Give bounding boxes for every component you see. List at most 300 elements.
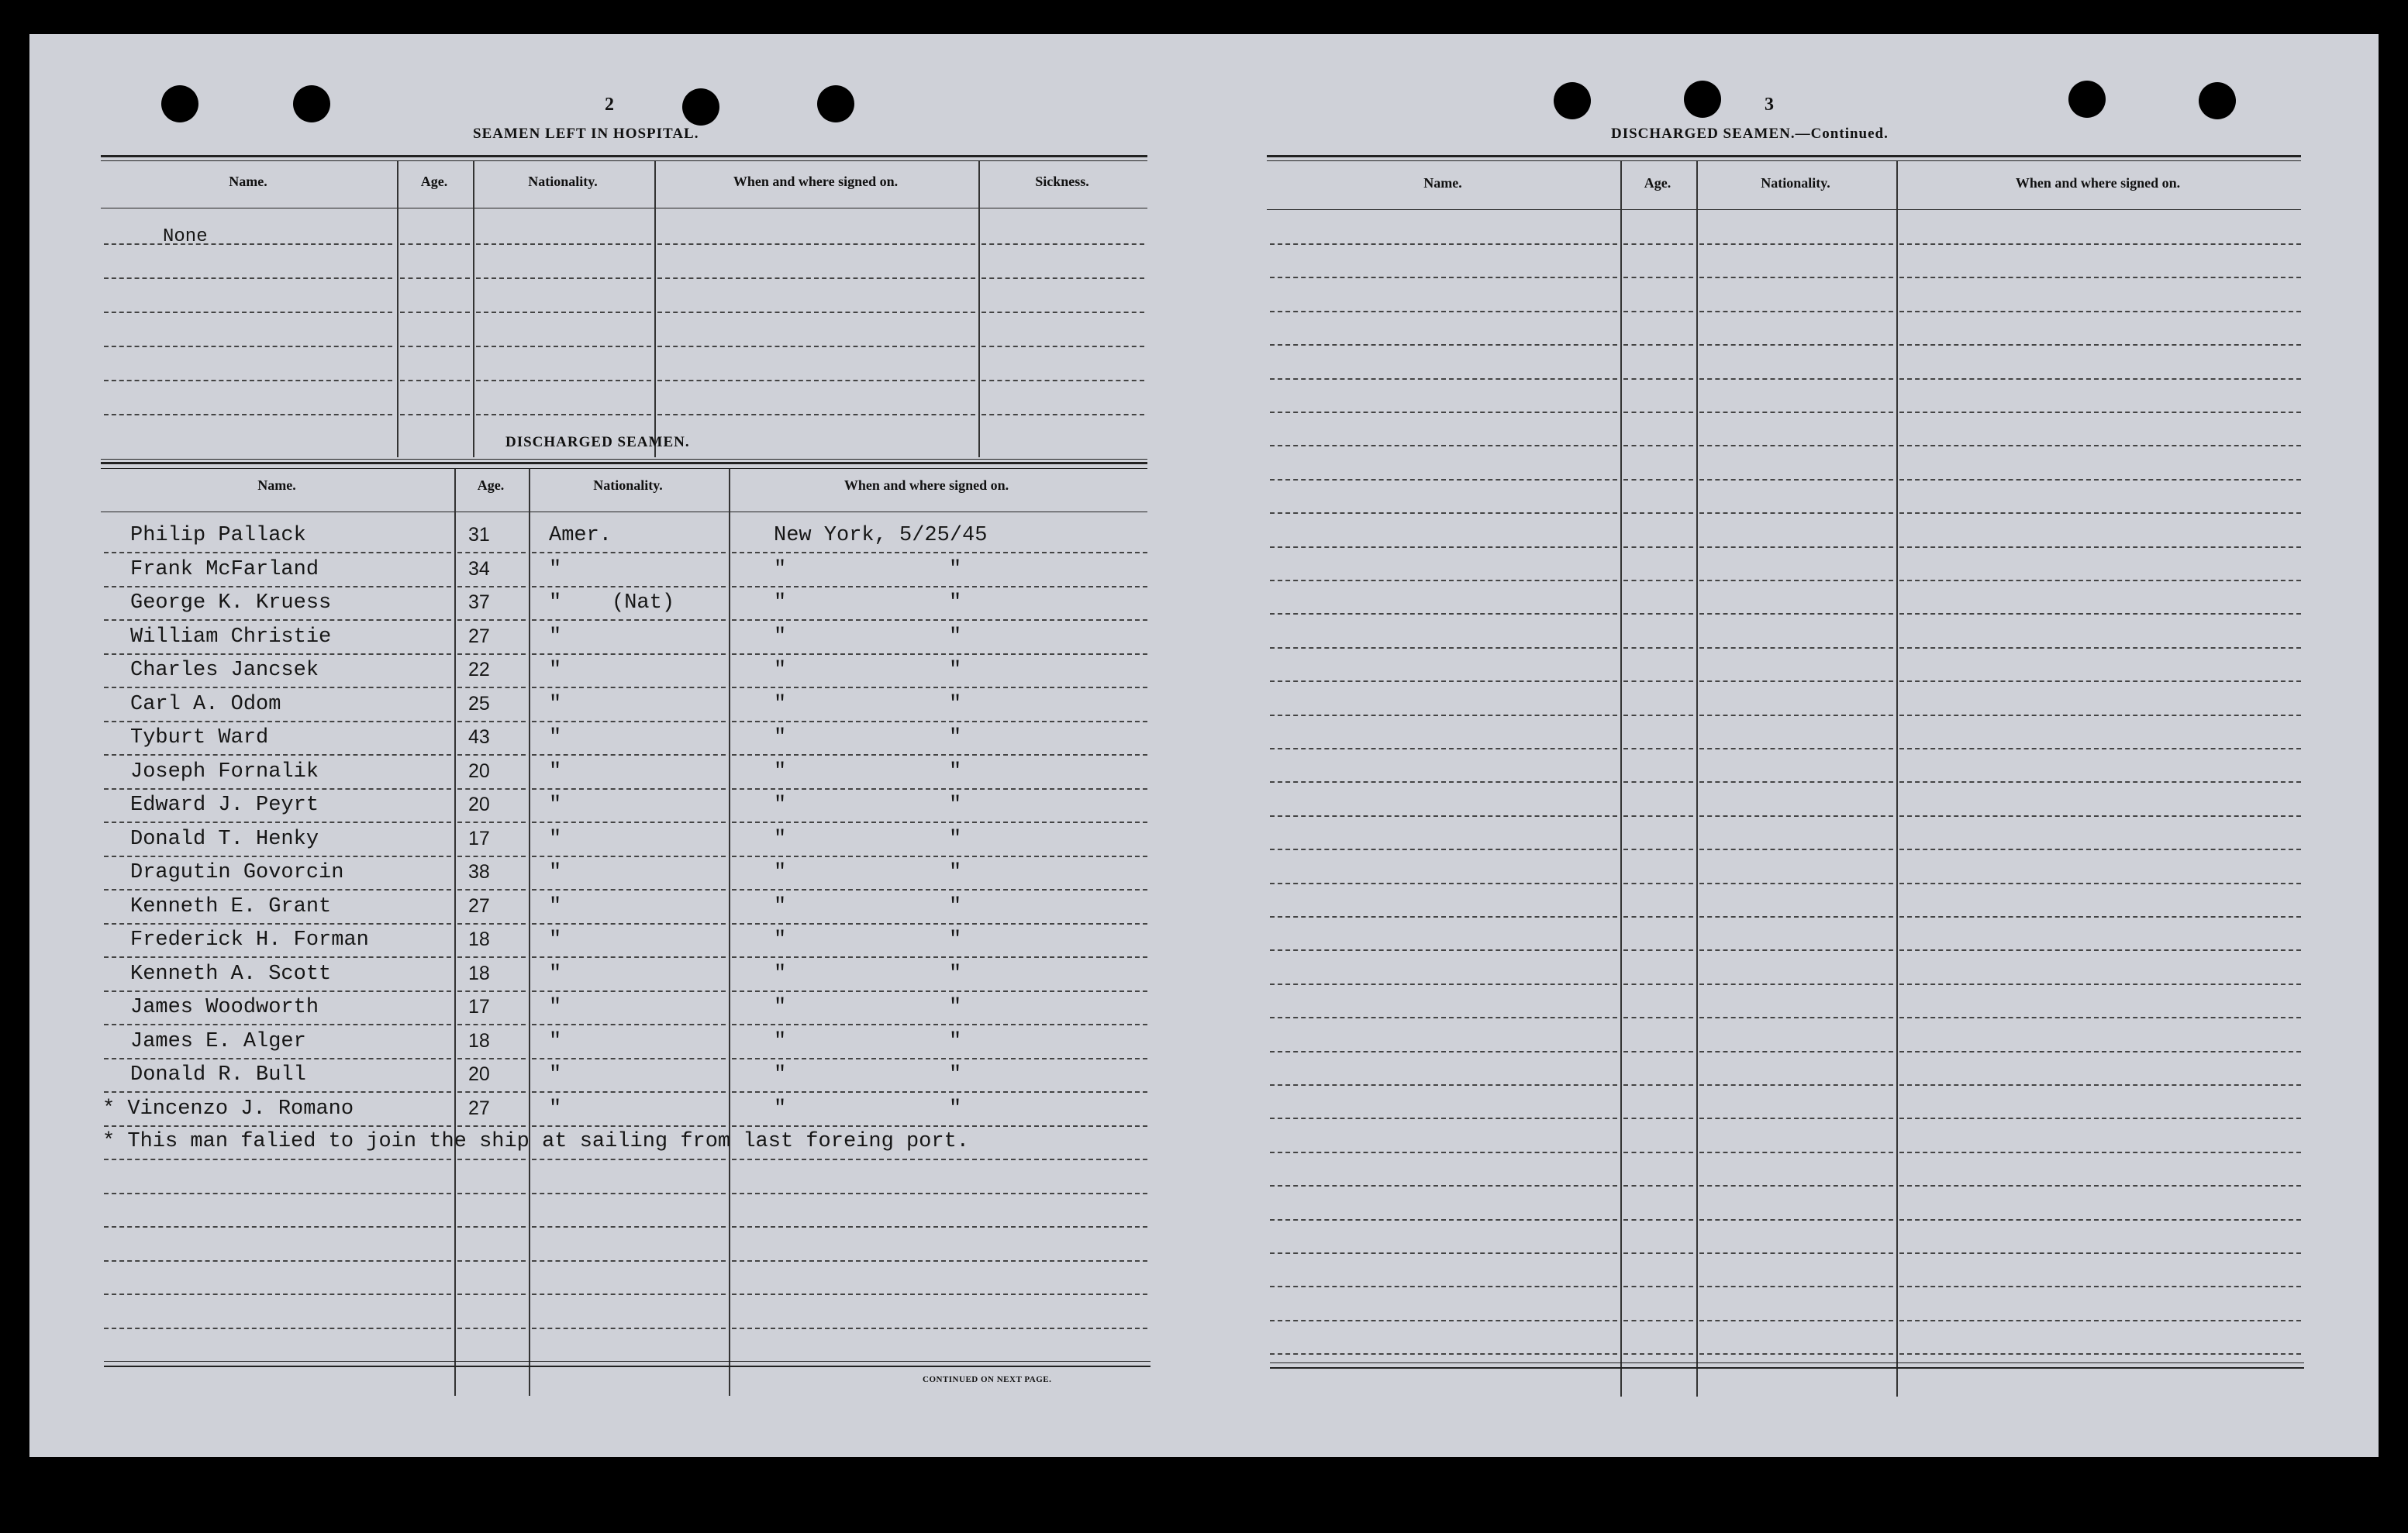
ruled-line <box>657 277 975 279</box>
ruled-line <box>1270 1084 1617 1086</box>
ruled-line <box>1623 949 1693 951</box>
ruled-line <box>104 1294 451 1295</box>
ruled-line <box>732 721 1147 722</box>
ruled-line <box>1623 580 1693 581</box>
ruled-line <box>457 1260 526 1262</box>
crew-nationality: " <box>549 1029 562 1053</box>
ruled-line <box>1899 243 2301 245</box>
ruled-line <box>1270 1017 1617 1018</box>
crew-signed-on-ditto: " <box>949 928 962 952</box>
ruled-line <box>1899 1185 2301 1187</box>
punch-hole <box>293 85 330 122</box>
ruled-line <box>1270 1118 1617 1119</box>
ruled-line <box>104 956 451 958</box>
ruled-line <box>1270 883 1617 884</box>
ruled-line <box>1270 781 1617 783</box>
ruled-line <box>1699 277 1893 278</box>
ruled-line <box>104 1328 451 1329</box>
crew-name: Philip Pallack <box>130 524 306 547</box>
ruled-line <box>532 889 726 891</box>
ruled-line <box>1623 243 1693 245</box>
crew-name: Joseph Fornalik <box>130 760 319 784</box>
crew-signed-on: " <box>774 794 787 817</box>
ruled-line <box>1623 378 1693 380</box>
ruled-line <box>104 1159 451 1160</box>
ruled-line <box>732 687 1147 688</box>
ruled-line <box>1899 748 2301 749</box>
ruled-line <box>457 788 526 790</box>
ruled-line <box>1899 479 2301 481</box>
crew-nationality: " <box>549 861 562 884</box>
crew-nationality: " <box>549 625 562 649</box>
ruled-line <box>1623 1118 1693 1119</box>
ruled-line <box>1899 1152 2301 1153</box>
ruled-line <box>657 380 975 381</box>
ruled-line <box>1899 883 2301 884</box>
ruled-line <box>1623 1185 1693 1187</box>
ledger-sheet <box>29 34 2379 1457</box>
ruled-line <box>104 990 451 992</box>
crew-name: Carl A. Odom <box>130 692 281 716</box>
ruled-line <box>532 1058 726 1059</box>
footnote: * This man falied to join the ship at sailing from last foreing port. <box>102 1130 969 1153</box>
ruled-line <box>1699 1219 1893 1221</box>
crew-age: 17 <box>468 827 490 849</box>
ruled-line <box>732 754 1147 756</box>
ruled-line <box>732 1159 1147 1160</box>
crew-signed-on-ditto: " <box>949 827 962 851</box>
crew-signed-on: " <box>774 1097 787 1121</box>
ruled-line <box>1270 277 1617 278</box>
ruled-line <box>732 956 1147 958</box>
rule <box>101 468 1147 469</box>
ruled-line <box>457 1328 526 1329</box>
ruled-line <box>1270 311 1617 312</box>
ruled-line <box>1899 984 2301 985</box>
ruled-line <box>1699 445 1893 446</box>
ruled-line <box>1699 412 1893 413</box>
ruled-line <box>657 243 975 245</box>
ruled-line <box>457 754 526 756</box>
header-age: Age. <box>477 477 505 493</box>
ruled-line <box>732 1260 1147 1262</box>
ruled-line <box>1699 815 1893 817</box>
crew-signed-on-ditto: " <box>949 760 962 784</box>
ruled-line <box>1899 1286 2301 1287</box>
ruled-line <box>104 754 451 756</box>
ruled-line <box>1623 647 1693 649</box>
ruled-line <box>1899 781 2301 783</box>
crew-name: Charles Jancsek <box>130 659 319 682</box>
ruled-line <box>457 586 526 587</box>
ruled-line <box>104 1193 451 1194</box>
ruled-line <box>1623 613 1693 615</box>
crew-nationality: " <box>549 894 562 918</box>
crew-age: 17 <box>468 996 490 1018</box>
ruled-line <box>104 552 451 553</box>
crew-age: 20 <box>468 1063 490 1085</box>
ruled-line <box>1899 1353 2301 1355</box>
ruled-line <box>532 1193 726 1194</box>
ruled-line <box>1623 849 1693 850</box>
crew-age: 37 <box>468 591 490 613</box>
ruled-line <box>1699 748 1893 749</box>
ruled-line <box>1270 479 1617 481</box>
crew-signed-on: " <box>774 894 787 918</box>
ruled-line <box>532 822 726 823</box>
ruled-line <box>1270 984 1617 985</box>
crew-signed-on: " <box>774 625 787 649</box>
header-nationality: Nationality. <box>1761 175 1830 191</box>
crew-nationality: " <box>549 827 562 851</box>
ruled-line <box>732 1328 1147 1329</box>
ruled-line <box>1899 546 2301 548</box>
ruled-line <box>657 414 975 415</box>
ruled-line <box>104 346 392 347</box>
rule <box>104 1361 1151 1362</box>
crew-signed-on-ditto: " <box>949 894 962 918</box>
ruled-line <box>457 1125 526 1127</box>
ruled-line <box>981 312 1144 313</box>
ruled-line <box>400 346 470 347</box>
crew-signed-on: " <box>774 557 787 581</box>
ruled-line <box>1899 849 2301 850</box>
crew-name: William Christie <box>130 625 332 649</box>
ruled-line <box>104 1024 451 1025</box>
crew-signed-on-ditto: " <box>949 557 962 581</box>
ruled-line <box>532 923 726 925</box>
ruled-line <box>1899 1051 2301 1052</box>
ruled-line <box>981 380 1144 381</box>
ruled-line <box>1270 647 1617 649</box>
ruled-line <box>104 243 392 245</box>
ruled-line <box>981 243 1144 245</box>
ruled-line <box>1270 1185 1617 1187</box>
crew-age: 27 <box>468 1097 490 1119</box>
crew-signed-on: " <box>774 996 787 1019</box>
ruled-line <box>1899 1320 2301 1321</box>
ruled-line <box>1699 344 1893 346</box>
punch-hole <box>682 88 719 126</box>
ruled-line <box>1899 815 2301 817</box>
crew-name: George K. Kruess <box>130 591 332 615</box>
ruled-line <box>532 721 726 722</box>
crew-nationality: " <box>549 659 562 682</box>
column-line <box>729 469 730 1396</box>
ruled-line <box>104 1125 451 1127</box>
ruled-line <box>1623 1320 1693 1321</box>
ruled-line <box>1623 512 1693 514</box>
crew-signed-on: New York, 5/25/45 <box>774 524 988 547</box>
crew-age: 25 <box>468 692 490 715</box>
ruled-line <box>104 1058 451 1059</box>
ruled-line <box>1270 1051 1617 1052</box>
ruled-line <box>457 552 526 553</box>
ruled-line <box>1623 815 1693 817</box>
crew-signed-on: " <box>774 827 787 851</box>
crew-signed-on-ditto: " <box>949 962 962 986</box>
ruled-line <box>1699 378 1893 380</box>
ruled-line <box>1270 613 1617 615</box>
ruled-line <box>1270 580 1617 581</box>
crew-nationality: " <box>549 928 562 952</box>
ruled-line <box>1899 1084 2301 1086</box>
ruled-line <box>532 552 726 553</box>
ruled-line <box>1899 1017 2301 1018</box>
ruled-line <box>732 788 1147 790</box>
ruled-line <box>1270 1152 1617 1153</box>
crew-age: 31 <box>468 524 490 546</box>
crew-age: 27 <box>468 625 490 647</box>
crew-nationality: " <box>549 1097 562 1121</box>
ruled-line <box>1623 781 1693 783</box>
ruled-line <box>1699 1353 1893 1355</box>
ruled-line <box>1899 715 2301 716</box>
ruled-line <box>732 653 1147 655</box>
ruled-line <box>1270 243 1617 245</box>
ruled-line <box>400 380 470 381</box>
column-line <box>397 161 398 457</box>
ruled-line <box>1270 715 1617 716</box>
ruled-line <box>476 346 651 347</box>
ruled-line <box>457 956 526 958</box>
ruled-line <box>1899 512 2301 514</box>
ruled-line <box>532 1294 726 1295</box>
ruled-line <box>1623 412 1693 413</box>
ruled-line <box>732 889 1147 891</box>
ruled-line <box>1623 715 1693 716</box>
ruled-line <box>1699 1286 1893 1287</box>
ruled-line <box>457 653 526 655</box>
crew-nationality: " <box>549 1063 562 1087</box>
ruled-line <box>104 312 392 313</box>
ruled-line <box>1899 1219 2301 1221</box>
ruled-line <box>104 788 451 790</box>
ruled-line <box>657 312 975 313</box>
ruled-line <box>476 380 651 381</box>
ruled-line <box>732 990 1147 992</box>
ruled-line <box>457 990 526 992</box>
column-line <box>529 469 530 1396</box>
ruled-line <box>104 856 451 857</box>
ruled-line <box>1623 1017 1693 1018</box>
header-nationality: Nationality. <box>528 174 598 189</box>
hospital-title: SEAMEN LEFT IN HOSPITAL. <box>473 126 699 142</box>
ruled-line <box>732 1294 1147 1295</box>
ruled-line <box>1623 479 1693 481</box>
ruled-line <box>1623 680 1693 682</box>
ruled-line <box>1699 849 1893 850</box>
ruled-line <box>1270 916 1617 918</box>
ruled-line <box>457 856 526 857</box>
ruled-line <box>1623 546 1693 548</box>
ruled-line <box>104 923 451 925</box>
rule <box>1267 209 2301 210</box>
ruled-line <box>1899 277 2301 278</box>
crew-name: Frederick H. Forman <box>130 928 369 952</box>
header-signed-on: When and where signed on. <box>2015 175 2181 191</box>
ruled-line <box>1270 1219 1617 1221</box>
punch-hole <box>817 85 854 122</box>
ruled-line <box>1270 849 1617 850</box>
crew-signed-on: " <box>774 692 787 716</box>
ruled-line <box>532 1125 726 1127</box>
ruled-line <box>532 1091 726 1093</box>
ruled-line <box>1899 344 2301 346</box>
ruled-line <box>981 346 1144 347</box>
punch-hole <box>161 85 198 122</box>
ruled-line <box>532 687 726 688</box>
continued-footer: CONTINUED ON NEXT PAGE. <box>923 1375 1052 1384</box>
ruled-line <box>732 1058 1147 1059</box>
ruled-line <box>1270 815 1617 817</box>
ruled-line <box>532 990 726 992</box>
header-age: Age. <box>420 174 448 189</box>
ruled-line <box>1899 311 2301 312</box>
ruled-line <box>1623 445 1693 446</box>
crew-signed-on-ditto: " <box>949 625 962 649</box>
ruled-line <box>476 243 651 245</box>
crew-nationality: " <box>549 760 562 784</box>
ruled-line <box>1699 1017 1893 1018</box>
crew-age: 27 <box>468 894 490 917</box>
ruled-line <box>1623 883 1693 884</box>
crew-nationality: " <box>549 794 562 817</box>
page-number-right: 3 <box>1765 95 1774 115</box>
crew-age: 18 <box>468 1029 490 1052</box>
ruled-line <box>457 687 526 688</box>
ruled-line <box>1270 1252 1617 1254</box>
discharged-continued-title: DISCHARGED SEAMEN.—Continued. <box>1611 126 1889 142</box>
punch-hole <box>1684 81 1721 118</box>
ruled-line <box>1623 1219 1693 1221</box>
crew-name: Kenneth E. Grant <box>130 894 332 918</box>
ruled-line <box>1623 1353 1693 1355</box>
crew-signed-on: " <box>774 760 787 784</box>
ruled-line <box>532 956 726 958</box>
header-name: Name. <box>229 174 267 189</box>
ruled-line <box>1699 479 1893 481</box>
ruled-line <box>1699 1252 1893 1254</box>
crew-name: Dragutin Govorcin <box>130 861 344 884</box>
crew-age: 38 <box>468 861 490 883</box>
ruled-line <box>1623 1252 1693 1254</box>
crew-name: Kenneth A. Scott <box>130 962 332 986</box>
crew-signed-on: " <box>774 1029 787 1053</box>
page-number-left: 2 <box>605 95 614 115</box>
crew-signed-on-ditto: " <box>949 659 962 682</box>
crew-signed-on-ditto: " <box>949 692 962 716</box>
column-line <box>1696 161 1698 1397</box>
ruled-line <box>457 1226 526 1228</box>
ruled-line <box>400 243 470 245</box>
ruled-line <box>457 889 526 891</box>
ruled-line <box>1699 1051 1893 1052</box>
ruled-line <box>1899 445 2301 446</box>
discharged-title: DISCHARGED SEAMEN. <box>505 434 690 450</box>
column-line <box>473 161 474 457</box>
ruled-line <box>1899 916 2301 918</box>
ruled-line <box>1270 1353 1617 1355</box>
ruled-line <box>1899 613 2301 615</box>
ruled-line <box>732 586 1147 587</box>
ruled-line <box>457 1193 526 1194</box>
crew-age: 43 <box>468 726 490 748</box>
crew-signed-on: " <box>774 591 787 615</box>
crew-name: Tyburt Ward <box>130 726 269 749</box>
ruled-line <box>1699 984 1893 985</box>
ruled-line <box>1899 680 2301 682</box>
ruled-line <box>1270 546 1617 548</box>
ruled-line <box>1270 1286 1617 1287</box>
crew-age: 22 <box>468 659 490 680</box>
ruled-line <box>1899 647 2301 649</box>
ruled-line <box>457 619 526 621</box>
rule <box>101 160 1147 161</box>
crew-age: 18 <box>468 962 490 984</box>
crew-signed-on: " <box>774 962 787 986</box>
crew-signed-on-ditto: " <box>949 726 962 749</box>
ruled-line <box>104 822 451 823</box>
header-age: Age. <box>1644 175 1671 191</box>
ruled-line <box>1623 1152 1693 1153</box>
ruled-line <box>457 822 526 823</box>
ruled-line <box>1699 580 1893 581</box>
ruled-line <box>457 1159 526 1160</box>
column-line <box>1620 161 1622 1397</box>
ruled-line <box>1623 1051 1693 1052</box>
ruled-line <box>1623 748 1693 749</box>
crew-signed-on-ditto: " <box>949 591 962 615</box>
ruled-line <box>1623 984 1693 985</box>
ruled-line <box>400 312 470 313</box>
crew-name: Donald T. Henky <box>130 827 319 851</box>
ruled-line <box>457 923 526 925</box>
crew-signed-on-ditto: " <box>949 794 962 817</box>
rule <box>101 462 1147 464</box>
punch-hole <box>1554 82 1591 119</box>
ruled-line <box>1899 1118 2301 1119</box>
ruled-line <box>1270 748 1617 749</box>
ruled-line <box>1699 546 1893 548</box>
crew-name: James E. Alger <box>130 1029 306 1053</box>
ruled-line <box>1699 680 1893 682</box>
crew-name: Donald R. Bull <box>130 1063 306 1087</box>
ruled-line <box>1699 949 1893 951</box>
crew-signed-on-ditto: " <box>949 996 962 1019</box>
ruled-line <box>1699 883 1893 884</box>
rule <box>101 459 1147 460</box>
ruled-line <box>1899 949 2301 951</box>
ruled-line <box>732 923 1147 925</box>
ruled-line <box>476 414 651 415</box>
crew-nationality: " <box>549 962 562 986</box>
ruled-line <box>400 277 470 279</box>
ruled-line <box>532 619 726 621</box>
ruled-line <box>532 586 726 587</box>
crew-signed-on-ditto: " <box>949 1063 962 1087</box>
ruled-line <box>732 856 1147 857</box>
punch-hole <box>2199 82 2236 119</box>
ruled-line <box>1270 344 1617 346</box>
ruled-line <box>1699 647 1893 649</box>
ruled-line <box>532 653 726 655</box>
ruled-line <box>457 1294 526 1295</box>
ruled-line <box>104 586 451 587</box>
crew-signed-on: " <box>774 726 787 749</box>
crew-name: * Vincenzo J. Romano <box>102 1097 354 1121</box>
ruled-line <box>104 687 451 688</box>
